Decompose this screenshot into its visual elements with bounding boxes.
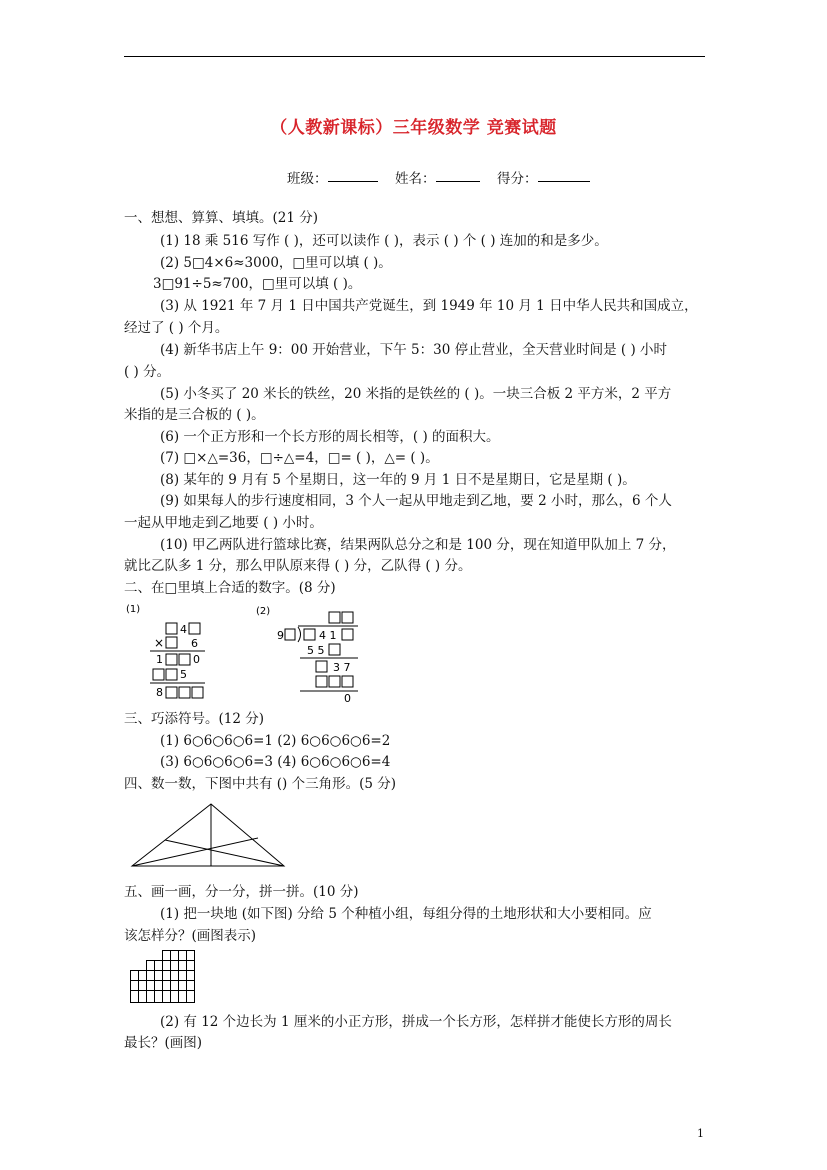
mult-row5-digit: 8	[156, 686, 163, 699]
dividend-digits: 4 1	[319, 629, 337, 642]
s5-q2b: 最长？(画图)	[124, 1035, 203, 1051]
q2a-text: (2) 5□4×6≈3000，□里可以填 ( )。	[160, 255, 392, 271]
digit-box[interactable]	[285, 629, 295, 640]
grid-squares	[131, 951, 195, 1003]
name-field[interactable]	[395, 167, 436, 187]
name-label: 姓名：	[395, 171, 436, 187]
puzzle2-label: (2)	[256, 606, 271, 617]
q2b-text: 3□91÷5≈700，□里可以填 ( )。	[153, 276, 362, 292]
digit-box[interactable]	[192, 687, 203, 698]
class-label: 班级：	[287, 171, 328, 187]
q4b-text: ( ) 分。	[124, 364, 171, 380]
symbols-line1: (1) 6○6○6○6=1 (2) 6○6○6○6=2	[160, 733, 391, 749]
digit-box[interactable]	[179, 654, 190, 665]
section5-heading: 五、画一画，分一分，拼一拼。(10 分)	[124, 884, 359, 900]
zero-remainder: 0	[344, 692, 351, 705]
digit-box[interactable]	[166, 623, 177, 634]
page-title: （人教新课标）三年级数学 竞赛试题	[270, 118, 557, 138]
page-number: 1	[697, 1127, 704, 1140]
q1-text: (1) 18 乘 516 写作 ( )，还可以读作 ( )，表示 ( ) 个 ( ) 连加的和是多少。	[160, 233, 608, 249]
q4a-text: (4) 新华书店上午 9：00 开始营业，下午 5：30 停止营业，全天营业时间是 ( ) 小时	[160, 342, 668, 358]
s5-q2a: (2) 有 12 个边长为 1 厘米的小正方形，拼成一个长方形，怎样拼才能使长方形的周长	[160, 1014, 672, 1030]
mult-row2-digit: 6	[191, 637, 198, 650]
digit-box[interactable]	[166, 654, 177, 665]
outer-triangle	[132, 804, 284, 866]
remainder-digits: 3 7	[333, 661, 351, 674]
multiplication-puzzle	[124, 600, 224, 704]
digit-box[interactable]	[153, 669, 164, 680]
class-field[interactable]	[287, 167, 328, 187]
q3a-text: (3) 从 1921 年 7 月 1 日中国共产党诞生，到 1949 年 10 月 1 日中华人民共和国成立，	[160, 298, 698, 314]
q10a-text: (10) 甲乙两队进行篮球比赛，结果两队总分之和是 100 分，现在知道甲队加上 7 分，	[160, 537, 676, 553]
q8-text: (8) 某年的 9 月有 5 个星期日，这一年的 9 月 1 日不是星期日，它是星期 ( )。	[160, 472, 636, 488]
digit-box[interactable]	[329, 644, 340, 655]
division-puzzle	[252, 600, 372, 706]
score-label: 得分：	[497, 171, 538, 187]
name-blank[interactable]	[436, 167, 480, 182]
digit-box[interactable]	[189, 623, 200, 634]
s5-q1b: 该怎样分？(画图表示)	[124, 928, 257, 944]
divisor-digit: 9	[277, 629, 284, 642]
q7-text: (7) □×△=36，□÷△=4，□= ( )，△= ( )。	[160, 450, 439, 466]
inner-line	[132, 838, 258, 866]
digit-box[interactable]	[166, 669, 177, 680]
section4-heading: 四、数一数，下图中共有 () 个三角形。(5 分)	[124, 776, 397, 792]
q3b-text: 经过了 ( ) 个月。	[124, 320, 229, 336]
s5-q1a: (1) 把一块地 (如下图) 分给 5 个种植小组，每组分得的土地形状和大小要相同。应	[160, 906, 652, 922]
digit-box[interactable]	[316, 661, 327, 672]
q10b-text: 就比乙队多 1 分，那么甲队原来得 ( ) 分，乙队得 ( ) 分。	[124, 558, 472, 574]
land-grid-figure	[130, 950, 196, 1004]
symbols-line2: (3) 6○6○6○6=3 (4) 6○6○6○6=4	[160, 754, 391, 770]
inner-line	[165, 840, 284, 866]
times-sign: ×	[154, 636, 165, 650]
q5a-text: (5) 小冬买了 20 米长的铁丝，20 米指的是铁丝的 ( )。一块三合板 2 平方米，2 平方	[160, 386, 672, 402]
digit-box[interactable]	[166, 687, 177, 698]
section2-heading: 二、在□里填上合适的数字。(8 分)	[124, 580, 336, 596]
digit-box[interactable]	[304, 629, 315, 640]
digit-box[interactable]	[342, 612, 353, 623]
digit-box[interactable]	[329, 676, 340, 687]
mult-row3-digit-b: 0	[193, 653, 200, 666]
division-bracket	[298, 627, 301, 642]
q9a-text: (9) 如果每人的步行速度相同，3 个人一起从甲地走到乙地，要 2 小时，那么，6 个人	[160, 493, 672, 509]
section1-heading: 一、想想、算算、填填。(21 分)	[124, 210, 319, 226]
subtract1-digits: 5 5	[307, 644, 325, 657]
digit-box[interactable]	[316, 676, 327, 687]
score-blank[interactable]	[538, 167, 590, 182]
q9b-text: 一起从甲地走到乙地要 ( ) 小时。	[124, 515, 323, 531]
digit-box[interactable]	[179, 687, 190, 698]
mult-row1-digit: 4	[180, 623, 187, 636]
q5b-text: 米指的是三合板的 ( )。	[124, 407, 265, 423]
digit-box[interactable]	[342, 676, 353, 687]
q6-text: (6) 一个正方形和一个长方形的周长相等，( ) 的面积大。	[160, 429, 500, 445]
digit-box[interactable]	[342, 629, 353, 640]
section3-heading: 三、巧添符号。(12 分)	[124, 711, 265, 727]
puzzle1-label: (1)	[126, 604, 141, 615]
digit-box[interactable]	[166, 637, 177, 648]
mult-row4-digit: 5	[180, 668, 187, 681]
digit-box[interactable]	[329, 612, 340, 623]
score-field[interactable]	[497, 167, 538, 187]
triangle-figure	[128, 800, 288, 870]
mult-row3-digit-a: 1	[156, 653, 163, 666]
class-blank[interactable]	[328, 167, 378, 182]
header-rule	[124, 56, 705, 57]
